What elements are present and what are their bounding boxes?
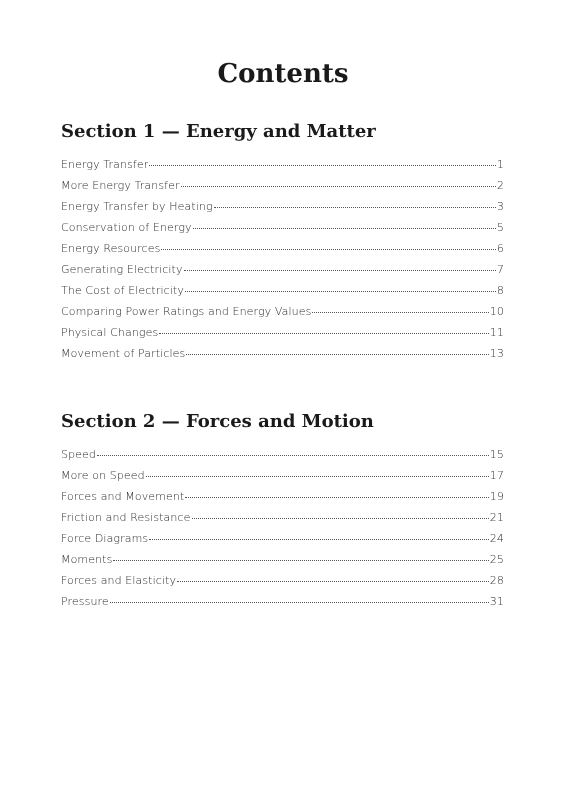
toc-entry[interactable] — [61, 511, 504, 532]
toc-entry-page-number: 25 — [489, 553, 504, 566]
toc-entry[interactable] — [61, 595, 504, 616]
toc-entry-page-number: 17 — [489, 469, 504, 482]
dot-leader — [184, 269, 496, 271]
toc-entry-title: Energy Resources — [61, 242, 161, 255]
dot-leader — [181, 185, 496, 187]
toc-entry-page-number: 10 — [489, 305, 504, 318]
toc-entry[interactable] — [61, 242, 504, 263]
toc-entry-title: Comparing Power Ratings and Energy Values — [61, 305, 312, 318]
dot-leader — [214, 206, 496, 208]
toc-entry-title: More Energy Transfer — [61, 179, 180, 192]
toc-entry-page-number: 1 — [496, 158, 504, 171]
toc-entry[interactable] — [61, 221, 504, 242]
toc-entry-title: Forces and Movement — [61, 490, 185, 503]
toc-entry[interactable] — [61, 490, 504, 511]
toc-entry-page-number: 5 — [496, 221, 504, 234]
dot-leader — [159, 332, 488, 334]
toc-entry[interactable] — [61, 200, 504, 221]
dot-leader — [193, 227, 496, 229]
dot-leader — [149, 164, 496, 166]
toc-entry-title: The Cost of Electricity — [61, 284, 184, 297]
toc-entry[interactable] — [61, 305, 504, 326]
dot-leader — [185, 496, 488, 498]
dot-leader — [186, 353, 488, 355]
toc-entry-page-number: 15 — [489, 448, 504, 461]
dot-leader — [185, 290, 496, 292]
toc-entry-title: Energy Transfer — [61, 158, 149, 171]
toc-entry[interactable] — [61, 326, 504, 347]
toc-entry-page-number: 24 — [489, 532, 504, 545]
page-title: Contents — [217, 59, 349, 89]
toc-entry-page-number: 31 — [489, 595, 504, 608]
dot-leader — [177, 580, 489, 582]
toc-entry-title: Conservation of Energy — [61, 221, 192, 234]
dot-leader — [192, 517, 489, 519]
toc-entry-title: Physical Changes — [61, 326, 159, 339]
dot-leader — [149, 538, 489, 540]
toc-entry[interactable] — [61, 574, 504, 595]
toc-entry[interactable] — [61, 553, 504, 574]
toc-entry-title: More on Speed — [61, 469, 145, 482]
toc-entry-page-number: 7 — [496, 263, 504, 276]
toc-list-section-2 — [61, 448, 504, 616]
toc-entry-title: Moments — [61, 553, 113, 566]
toc-entry-page-number: 11 — [489, 326, 504, 339]
toc-entry[interactable] — [61, 158, 504, 179]
toc-entry[interactable] — [61, 448, 504, 469]
toc-entry-title: Generating Electricity — [61, 263, 183, 276]
toc-entry-title: Energy Transfer by Heating — [61, 200, 213, 213]
toc-entry-title: Force Diagrams — [61, 532, 149, 545]
toc-entry-title: Pressure — [61, 595, 109, 608]
toc-entry-page-number: 19 — [489, 490, 504, 503]
section-heading-energy-and-matter: Section 1 — Energy and Matter — [61, 121, 376, 142]
dot-leader — [97, 454, 489, 456]
toc-entry-title: Forces and Elasticity — [61, 574, 177, 587]
toc-entry[interactable] — [61, 284, 504, 305]
toc-list-section-1 — [61, 158, 504, 368]
dot-leader — [146, 475, 489, 477]
toc-entry[interactable] — [61, 263, 504, 284]
toc-entry-page-number: 21 — [489, 511, 504, 524]
dot-leader — [312, 311, 488, 313]
dot-leader — [113, 559, 488, 561]
toc-entry[interactable] — [61, 532, 504, 553]
toc-entry-page-number: 28 — [489, 574, 504, 587]
toc-entry-page-number: 8 — [496, 284, 504, 297]
toc-entry[interactable] — [61, 179, 504, 200]
toc-entry-title: Friction and Resistance — [61, 511, 191, 524]
toc-entry-page-number: 13 — [489, 347, 504, 360]
toc-entry-page-number: 6 — [496, 242, 504, 255]
toc-entry[interactable] — [61, 469, 504, 490]
section-heading-forces-and-motion: Section 2 — Forces and Motion — [61, 411, 374, 432]
toc-entry-page-number: 3 — [496, 200, 504, 213]
dot-leader — [161, 248, 495, 250]
toc-entry-page-number: 2 — [496, 179, 504, 192]
toc-entry-title: Speed — [61, 448, 96, 461]
toc-entry[interactable] — [61, 347, 504, 368]
dot-leader — [110, 601, 489, 603]
toc-entry-title: Movement of Particles — [61, 347, 186, 360]
